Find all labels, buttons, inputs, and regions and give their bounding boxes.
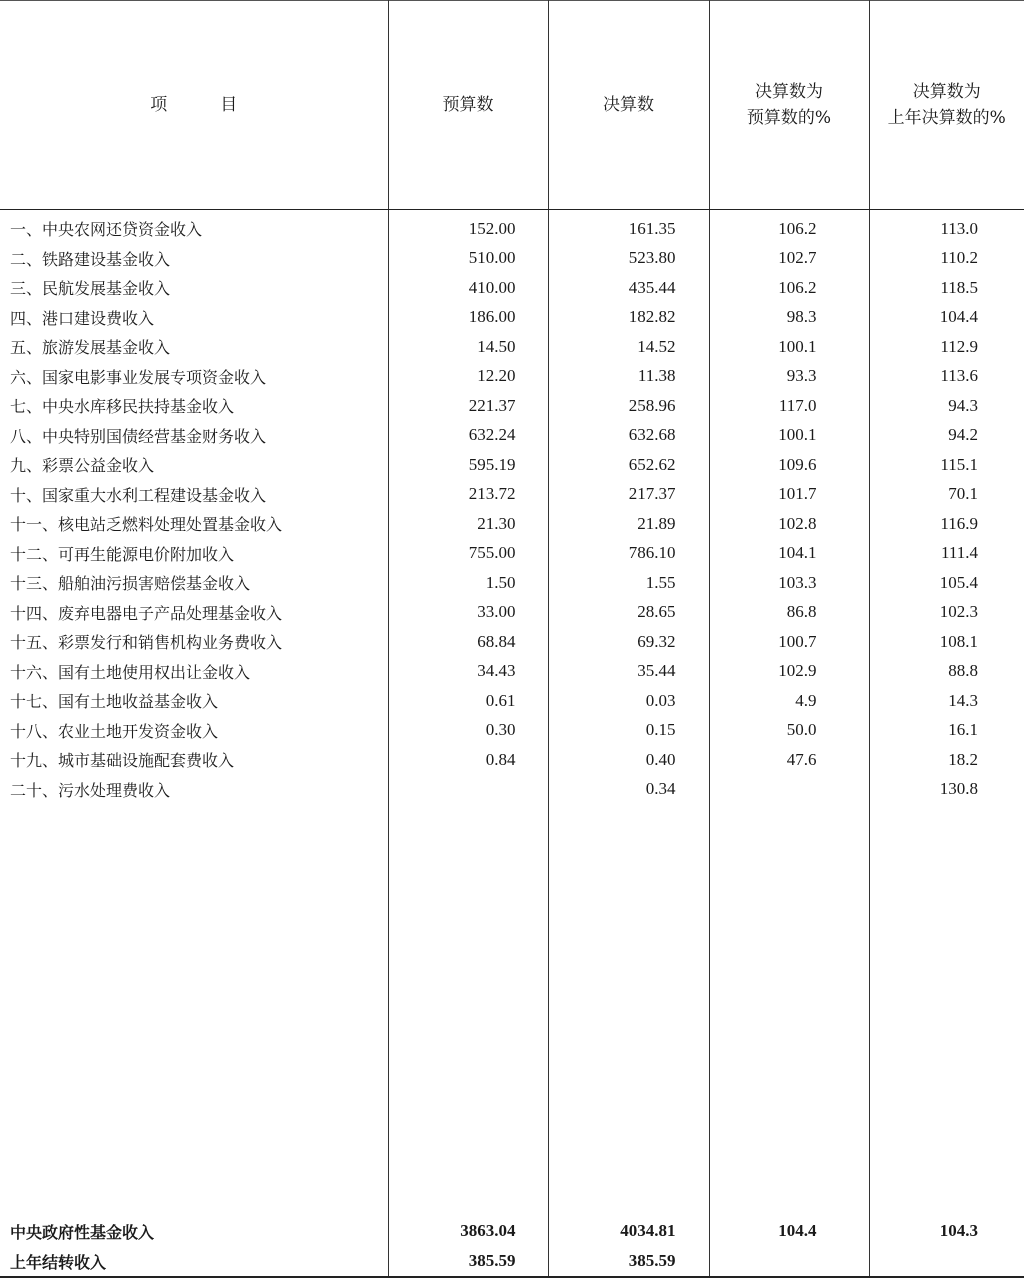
row-item: 十八、农业土地开发资金收入 bbox=[10, 721, 219, 741]
row-final: 182.82 bbox=[548, 303, 709, 333]
table-row bbox=[0, 686, 1024, 716]
row-final: 217.37 bbox=[548, 480, 709, 510]
table-row bbox=[0, 716, 1024, 746]
row-final: 28.65 bbox=[548, 598, 709, 628]
row-item: 一、中央农网还贷资金收入 bbox=[10, 220, 203, 240]
row-final: 652.62 bbox=[548, 450, 709, 480]
row-budget: 21.30 bbox=[388, 509, 548, 539]
row-item: 二、铁路建设基金收入 bbox=[10, 249, 171, 269]
row-pct-prev: 94.2 bbox=[869, 421, 1024, 451]
row-pct-prev: 113.0 bbox=[869, 210, 1024, 244]
row-final: 161.35 bbox=[548, 210, 709, 244]
row-pct-budget: 102.9 bbox=[709, 657, 869, 687]
row-budget: 33.00 bbox=[388, 598, 548, 628]
row-pct-prev: 118.5 bbox=[869, 273, 1024, 303]
row-pct-budget: 100.1 bbox=[709, 332, 869, 362]
table-row bbox=[0, 480, 1024, 510]
row-item: 八、中央特别国债经营基金财务收入 bbox=[10, 426, 267, 446]
row-pct-budget: 100.7 bbox=[709, 627, 869, 657]
row-pct-prev: 108.1 bbox=[869, 627, 1024, 657]
row-budget: 755.00 bbox=[388, 539, 548, 569]
row-final: 0.40 bbox=[548, 745, 709, 775]
row-final: 786.10 bbox=[548, 539, 709, 569]
total-pct-prev: 104.3 bbox=[869, 1216, 1024, 1246]
row-pct-prev: 112.9 bbox=[869, 332, 1024, 362]
row-pct-budget: 100.1 bbox=[709, 421, 869, 451]
row-pct-budget: 103.3 bbox=[709, 568, 869, 598]
row-budget: 632.24 bbox=[388, 421, 548, 451]
table-row bbox=[0, 210, 1024, 244]
row-budget: 213.72 bbox=[388, 480, 548, 510]
row-pct-budget: 104.1 bbox=[709, 539, 869, 569]
row-pct-prev: 104.4 bbox=[869, 303, 1024, 333]
header-budget: 预算数 bbox=[388, 0, 548, 210]
total-row-carryover bbox=[0, 1246, 1024, 1277]
total-budget: 3863.04 bbox=[388, 1216, 548, 1246]
row-budget: 186.00 bbox=[388, 303, 548, 333]
row-budget: 14.50 bbox=[388, 332, 548, 362]
row-pct-budget: 50.0 bbox=[709, 716, 869, 746]
row-final: 1.55 bbox=[548, 568, 709, 598]
total-item: 中央政府性基金收入 bbox=[10, 1222, 155, 1242]
row-pct-budget: 101.7 bbox=[709, 480, 869, 510]
row-budget: 0.84 bbox=[388, 745, 548, 775]
row-final: 0.03 bbox=[548, 686, 709, 716]
row-budget bbox=[388, 775, 548, 805]
row-pct-prev: 111.4 bbox=[869, 539, 1024, 569]
row-final: 258.96 bbox=[548, 391, 709, 421]
row-budget: 510.00 bbox=[388, 244, 548, 274]
row-pct-prev: 113.6 bbox=[869, 362, 1024, 392]
row-pct-budget: 4.9 bbox=[709, 686, 869, 716]
table-row bbox=[0, 303, 1024, 333]
row-item: 十三、船舶油污损害赔偿基金收入 bbox=[10, 574, 251, 594]
table-row bbox=[0, 391, 1024, 421]
table-row bbox=[0, 598, 1024, 628]
table-row bbox=[0, 509, 1024, 539]
row-item: 十六、国有土地使用权出让金收入 bbox=[10, 662, 251, 682]
row-pct-prev: 115.1 bbox=[869, 450, 1024, 480]
row-final: 523.80 bbox=[548, 244, 709, 274]
row-pct-prev: 105.4 bbox=[869, 568, 1024, 598]
row-pct-budget: 47.6 bbox=[709, 745, 869, 775]
row-item: 九、彩票公益金收入 bbox=[10, 456, 155, 476]
row-item: 六、国家电影事业发展专项资金收入 bbox=[10, 367, 267, 387]
row-budget: 595.19 bbox=[388, 450, 548, 480]
row-pct-prev: 18.2 bbox=[869, 745, 1024, 775]
row-pct-budget: 106.2 bbox=[709, 273, 869, 303]
row-budget: 0.30 bbox=[388, 716, 548, 746]
table-row bbox=[0, 273, 1024, 303]
row-final: 35.44 bbox=[548, 657, 709, 687]
row-pct-prev: 110.2 bbox=[869, 244, 1024, 274]
row-pct-prev: 14.3 bbox=[869, 686, 1024, 716]
row-item: 七、中央水库移民扶持基金收入 bbox=[10, 397, 235, 417]
row-pct-budget: 102.7 bbox=[709, 244, 869, 274]
table-row bbox=[0, 539, 1024, 569]
row-final: 0.34 bbox=[548, 775, 709, 805]
header-item: 项 目 bbox=[0, 0, 388, 210]
row-budget: 12.20 bbox=[388, 362, 548, 392]
row-item: 十一、核电站乏燃料处理处置基金收入 bbox=[10, 515, 283, 535]
row-budget: 152.00 bbox=[388, 210, 548, 244]
table-row bbox=[0, 362, 1024, 392]
row-pct-budget: 102.8 bbox=[709, 509, 869, 539]
header-row bbox=[0, 0, 1024, 210]
row-budget: 1.50 bbox=[388, 568, 548, 598]
row-item: 十、国家重大水利工程建设基金收入 bbox=[10, 485, 267, 505]
total-final: 385.59 bbox=[548, 1246, 709, 1277]
total-budget: 385.59 bbox=[388, 1246, 548, 1277]
row-budget: 221.37 bbox=[388, 391, 548, 421]
table-row bbox=[0, 450, 1024, 480]
row-pct-budget bbox=[709, 775, 869, 805]
table-row bbox=[0, 421, 1024, 451]
table-row bbox=[0, 332, 1024, 362]
row-pct-prev: 102.3 bbox=[869, 598, 1024, 628]
row-final: 435.44 bbox=[548, 273, 709, 303]
row-pct-prev: 88.8 bbox=[869, 657, 1024, 687]
header-pct-budget: 决算数为 预算数的% bbox=[709, 0, 869, 210]
row-pct-budget: 109.6 bbox=[709, 450, 869, 480]
row-final: 14.52 bbox=[548, 332, 709, 362]
row-pct-prev: 16.1 bbox=[869, 716, 1024, 746]
row-item: 十二、可再生能源电价附加收入 bbox=[10, 544, 235, 564]
row-pct-budget: 93.3 bbox=[709, 362, 869, 392]
table-row bbox=[0, 657, 1024, 687]
row-final: 632.68 bbox=[548, 421, 709, 451]
table-body bbox=[0, 210, 1024, 1278]
row-pct-prev: 116.9 bbox=[869, 509, 1024, 539]
table-row bbox=[0, 775, 1024, 805]
row-pct-budget: 86.8 bbox=[709, 598, 869, 628]
blank-space-row bbox=[0, 804, 1024, 1216]
table-row bbox=[0, 568, 1024, 598]
total-pct-prev bbox=[869, 1246, 1024, 1277]
header-pct-prev: 决算数为 上年决算数的% bbox=[869, 0, 1024, 210]
row-final: 11.38 bbox=[548, 362, 709, 392]
row-item: 十四、废弃电器电子产品处理基金收入 bbox=[10, 603, 283, 623]
row-item: 三、民航发展基金收入 bbox=[10, 279, 171, 299]
row-item: 十五、彩票发行和销售机构业务费收入 bbox=[10, 633, 283, 653]
total-pct-budget: 104.4 bbox=[709, 1216, 869, 1246]
row-budget: 68.84 bbox=[388, 627, 548, 657]
row-item: 二十、污水处理费收入 bbox=[10, 780, 171, 800]
row-pct-budget: 106.2 bbox=[709, 210, 869, 244]
total-item: 上年结转收入 bbox=[0, 1246, 388, 1277]
row-final: 69.32 bbox=[548, 627, 709, 657]
row-pct-prev: 94.3 bbox=[869, 391, 1024, 421]
row-budget: 410.00 bbox=[388, 273, 548, 303]
row-budget: 0.61 bbox=[388, 686, 548, 716]
row-pct-prev: 70.1 bbox=[869, 480, 1024, 510]
total-pct-budget bbox=[709, 1246, 869, 1277]
header-final: 决算数 bbox=[548, 0, 709, 210]
row-pct-budget: 98.3 bbox=[709, 303, 869, 333]
row-pct-budget: 117.0 bbox=[709, 391, 869, 421]
row-item: 四、港口建设费收入 bbox=[10, 308, 155, 328]
table-row bbox=[0, 745, 1024, 775]
total-final: 4034.81 bbox=[548, 1216, 709, 1246]
row-pct-prev: 130.8 bbox=[869, 775, 1024, 805]
row-final: 21.89 bbox=[548, 509, 709, 539]
row-final: 0.15 bbox=[548, 716, 709, 746]
table-row bbox=[0, 627, 1024, 657]
table-row bbox=[0, 244, 1024, 274]
total-row-fund-revenue bbox=[0, 1216, 1024, 1246]
row-item: 十七、国有土地收益基金收入 bbox=[10, 692, 219, 712]
row-item: 十九、城市基础设施配套费收入 bbox=[10, 751, 235, 771]
row-budget: 34.43 bbox=[388, 657, 548, 687]
row-item: 五、旅游发展基金收入 bbox=[10, 338, 171, 358]
